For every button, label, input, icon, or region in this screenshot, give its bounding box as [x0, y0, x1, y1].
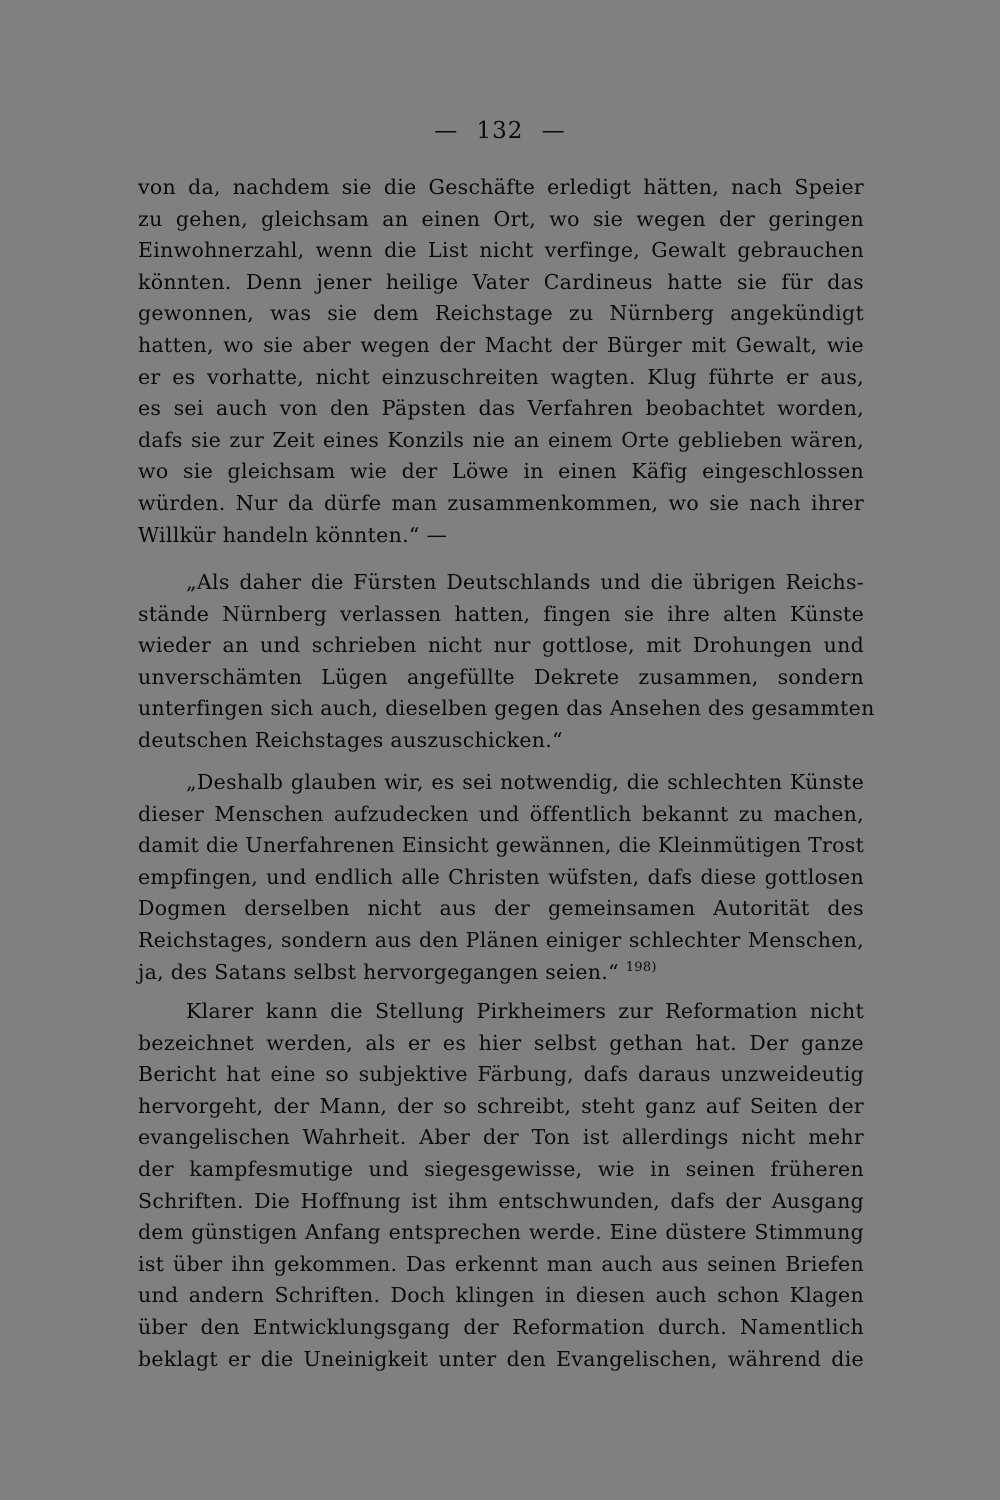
text-line: „Als daher die Fürsten Deutschlands und die übrigen Reichs-	[186, 570, 864, 594]
text-line: es sei auch von den Päpsten das Verfahren beobachtet worden,	[138, 396, 864, 421]
text-line: wieder an und schrieben nicht nur gottlose, mit Drohungen und	[138, 633, 864, 658]
text-line: zu gehen, gleichsam an einen Ort, wo sie wegen der geringen	[138, 206, 864, 231]
text-line: damit die Unerfahrenen Einsicht gewännen, die Kleinmütigen Trost	[138, 833, 865, 858]
text-line: evangelischen Wahrheit. Aber der Ton ist allerdings nicht mehr	[138, 1125, 864, 1150]
paragraph-4	[138, 996, 864, 1375]
page-number: — 132 —	[434, 118, 566, 144]
text-line: von da, nachdem sie die Geschäfte erledigt hätten, nach Speier	[138, 175, 864, 199]
text-line: Reichstages, sondern aus den Plänen einiger schlechter Menschen,	[138, 927, 864, 952]
text-line: dafs sie zur Zeit eines Konzils nie an einem Orte geblieben wären,	[138, 427, 864, 452]
text-line: Schriften. Die Hoffnung ist ihm entschwunden, dafs der Ausgang	[138, 1188, 864, 1213]
text-line: stände Nürnberg verlassen hatten, fingen sie ihre alten Künste	[138, 601, 864, 626]
text-line: hatten, wo sie aber wegen der Macht der Bürger mit Gewalt, wie	[138, 332, 864, 357]
text-line: „Deshalb glauben wir, es sei notwendig, die schlechten Künste	[186, 770, 864, 794]
text-line: deutschen Reichstages auszuschicken.“	[138, 727, 563, 752]
text-line: dem günstigen Anfang entsprechen werde. Eine düstere Stimmung	[138, 1220, 864, 1245]
text-line: empfingen, und endlich alle Christen wüfsten, dafs diese gottlosen	[138, 864, 864, 889]
text-line: ja, des Satans selbst hervorgegangen seien.“	[138, 959, 619, 984]
text-line: über den Entwicklungsgang der Reformation durch. Namentlich	[138, 1314, 864, 1339]
text-line: unterfingen sich auch, dieselben gegen das Ansehen des gesammten	[138, 696, 875, 721]
text-line: Bericht hat eine so subjektive Färbung, dafs daraus unzweideutig	[138, 1062, 864, 1087]
text-line: gewonnen, was sie dem Reichstage zu Nürnberg angekündigt	[138, 301, 864, 326]
paragraph-2	[138, 567, 875, 757]
text-line: könnten. Denn jener heilige Vater Cardineus hatte sie für das	[138, 269, 864, 294]
text-line: er es vorhatte, nicht einzuschreiten wagten. Klug führte er aus,	[138, 364, 864, 389]
paragraph-1	[138, 172, 864, 551]
text-line: der kampfesmutige und siegesgewisse, wie in seinen früheren	[138, 1156, 864, 1181]
text-line-with-footnote	[138, 957, 864, 989]
text-line: und andern Schriften. Doch klingen in diesen auch schon Klagen	[138, 1283, 864, 1308]
text-line: Dogmen derselben nicht aus der gemeinsamen Autorität des	[138, 896, 864, 921]
text-line: unverschämten Lügen angefüllte Dekrete zusammen, sondern	[138, 664, 864, 689]
text-line: ist über ihn gekommen. Das erkennt man auch aus seinen Briefen	[138, 1251, 864, 1276]
text-line: Willkür handeln könnten.“ —	[138, 522, 448, 547]
text-line: beklagt er die Uneinigkeit unter den Evangelischen, während die	[138, 1346, 864, 1371]
text-line: hervorgeht, der Mann, der so schreibt, steht ganz auf Seiten der	[138, 1093, 864, 1118]
text-line: Klarer kann die Stellung Pirkheimers zur Reformation nicht	[186, 999, 864, 1023]
footnote-reference: 198)	[625, 959, 657, 975]
text-line: würden. Nur da dürfe man zusammenkommen, wo sie nach ihrer	[138, 490, 864, 515]
text-line: bezeichnet werden, als er es hier selbst gethan hat. Der ganze	[138, 1030, 864, 1055]
paragraph-3	[138, 767, 864, 988]
text-line: wo sie gleichsam wie der Löwe in einen Käfig eingeschlossen	[138, 459, 864, 484]
text-line: Einwohnerzahl, wenn die List nicht verfinge, Gewalt gebrauchen	[138, 238, 864, 263]
text-line: dieser Menschen aufzudecken und öffentlich bekannt zu machen,	[138, 801, 864, 826]
